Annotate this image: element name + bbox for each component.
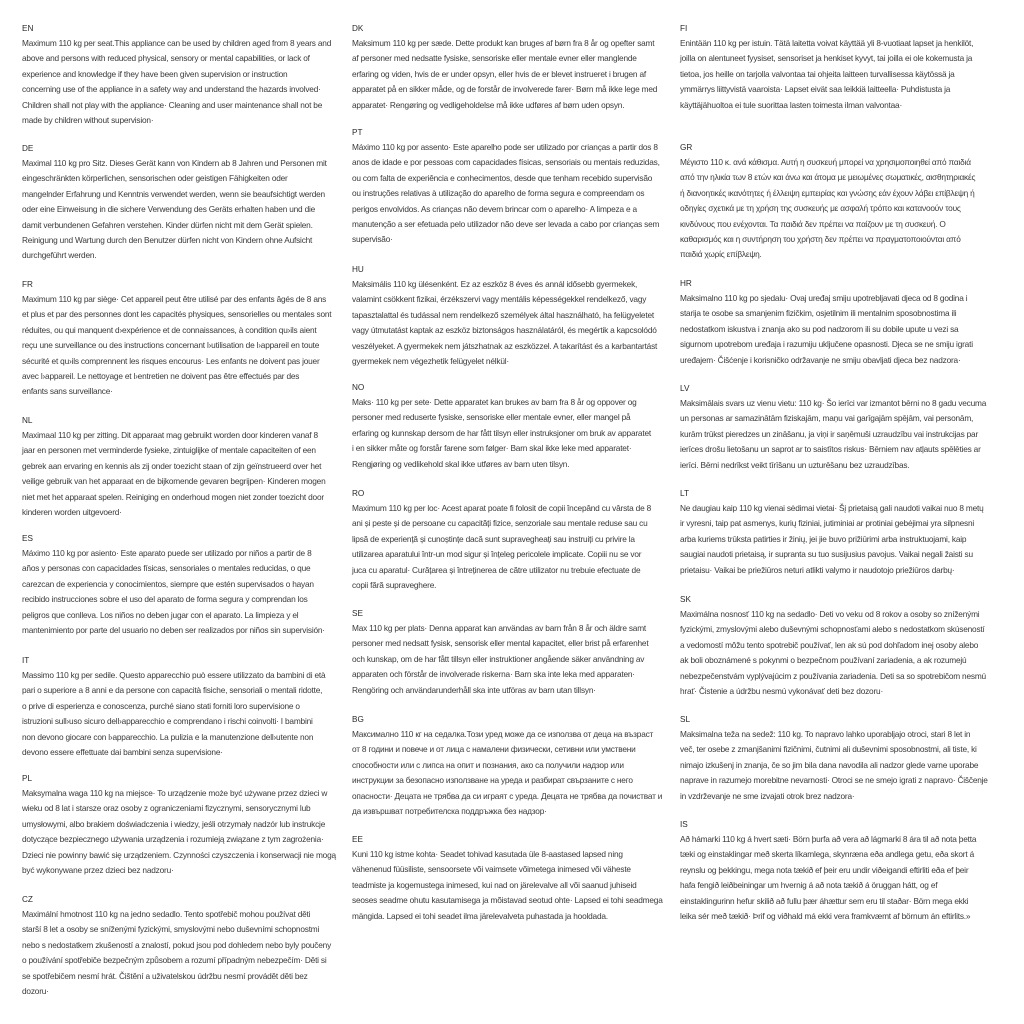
warning-text-line: af personer med nedsatte fysiske, sensoriske eller mentale evner eller manglende	[352, 53, 637, 64]
warning-text-line: erfaring og kunnskap dersom de har fått tilsyn eller instruksjoner om bruk av apparatet	[352, 427, 651, 438]
warning-text-line: durchgeführt werden.	[22, 250, 97, 261]
language-code: LV	[680, 384, 690, 393]
warning-text-line: a vedomostí môžu tento spotrebič používať, len ak sú pod dohľadom inej osoby alebo	[680, 639, 979, 650]
warning-text-line: made by children without supervision·	[22, 114, 154, 125]
warning-text-line: Maksimális 110 kg ülésenként. Ez az eszköz 8 éves és annál idősebb gyermekek,	[352, 279, 638, 289]
language-code: NO	[352, 383, 365, 392]
warning-text-line: sécurité et qu›ils comprennent les risques encourus· Les enfants ne doivent pas jouer	[22, 355, 320, 366]
warning-text-line: опасности· Децата не трябва да си играят с уреда. Децата не трябва да почистват и	[352, 790, 663, 801]
warning-text-line: niet met het apparaat spelen. Reiniging en onderhoud mogen niet zonder toezicht door	[22, 491, 324, 502]
warning-text-line: perigos envolvidos. As crianças não devem brincar com o aparelho· A limpeza e a	[352, 203, 637, 214]
language-section-fr	[22, 278, 348, 400]
language-section-se	[352, 607, 678, 698]
language-section-sk	[680, 593, 1006, 699]
warning-text-line: réduites, ou qui manquent d›expérience et de connaissances, à condition qu›ils aient	[22, 324, 317, 335]
warning-text-line: ani și peste și de persoane cu capacități fizice, senzoriale sau mentale reduse sau cu	[352, 518, 648, 529]
warning-text-line: dozoru·	[22, 985, 49, 996]
warning-text-line: Maksimālais svars uz vienu vietu: 110 kg· Šo ierīci var izmantot bērni no 8 gadu vecuma	[680, 398, 987, 408]
warning-text-line: ou com falta de experiência e conhecimentos, desde que tenham recebido supervisão	[352, 172, 653, 183]
warning-text-line: да извършват потребителска поддръжка без надзор·	[352, 805, 547, 816]
warning-text-line: Dzieci nie powinny bawić się urządzeniem. Czynności czyszczenia i konserwacji nie mogą	[22, 849, 336, 860]
warning-text-line: mantenimiento por parte del usuario no deben ser realizados por niños sin supervisión·	[22, 624, 325, 635]
language-code: ES	[22, 534, 33, 543]
warning-text-line: Children shall not play with the appliance· Cleaning and user maintenance shall not be	[22, 99, 323, 110]
language-code: DE	[22, 144, 34, 153]
language-section-pl	[22, 772, 348, 878]
warning-text-line: Maximaal 110 kg per zitting. Dit apparaat mag gebruikt worden door kinderen vanaf 8	[22, 430, 318, 440]
language-code: RO	[352, 489, 365, 498]
warning-text-line: tæki og einstaklingar með skerta líkamlega, skynræna eða andlega getu, eða skort á	[680, 849, 974, 860]
warning-text-line: Rengjøring og vedlikehold skal ikke utføres av barn uten tilsyn.	[352, 458, 570, 469]
language-code: SK	[680, 595, 691, 604]
warning-text-line: sigurnom upotrebom uređaja i razumiju uključene opasnosti. Djeca se ne smiju igrati	[680, 339, 973, 350]
language-code: PL	[22, 774, 33, 783]
warning-text-line: ierīces drošu lietošanu un saprot ar to saistītos riskus· Bērniem nav atļauts spēlēties ar	[680, 444, 981, 455]
warning-text-line: Að hámarki 110 kg á hvert sæti· Börn þurfa að vera að lágmarki 8 ára til að nota þetta	[680, 834, 977, 844]
warning-text-line: damit verbundenen Gefahren verstehen. Kinder dürfen nicht mit dem Gerät spielen.	[22, 219, 313, 230]
warning-text-line: hafa fengið leiðbeiningar um hvernig á að nota tækið á öruggan hátt, og ef	[680, 880, 938, 891]
warning-text-line: Ne daugiau kaip 110 kg vienai sėdimai vietai· Šį prietaisą gali naudoti vaikai nuo 8 metų	[680, 503, 984, 513]
warning-text-line: Reinigung und Wartung durch den Benutzer dürfen nicht von Kindern ohne Aufsicht	[22, 234, 313, 245]
language-section-hu	[352, 263, 678, 369]
language-code: HU	[352, 265, 364, 274]
language-section-cz	[22, 893, 348, 999]
language-section-en	[22, 22, 348, 128]
warning-text-line: Rengöring och användarunderhåll ska inte utföras av barn utan tillsyn·	[352, 684, 596, 695]
language-code: SL	[680, 715, 691, 724]
warning-text-line: ou instruções relativas à utilização do aparelho de forma segura e compreendam os	[352, 188, 645, 199]
warning-text-line: eingeschränkten körperlichen, sensorischen oder geistigen Fähigkeiten oder	[22, 173, 288, 184]
warning-text-line: i en sikker måte og forstår farene som følger· Barn skal ikke leke med apparatet·	[352, 443, 632, 454]
warning-text-line: mängida. Lapsed ei tohi seadet ilma järelevalveta puhastada ja hooldada.	[352, 910, 608, 921]
warning-text-line: personer med nedsatt fysisk, sensorisk eller mental kapacitet, eller brist på erfarenhet	[352, 638, 649, 649]
warning-text-line: un personas ar samazinātām fiziskajām, maņu vai garīgajām spējām, vai personām,	[680, 413, 974, 424]
warning-text-line: reçu une surveillance ou des instructions concernant l›utilisation de l›appareil en toute	[22, 340, 320, 351]
warning-text-line: Max 110 kg per plats· Denna apparat kan användas av barn från 8 år och äldre samt	[352, 623, 647, 633]
language-code: EE	[352, 835, 363, 844]
warning-text-line: Maximálna nosnosť 110 kg na sedadlo· Deti vo veku od 8 rokov a osoby so zníženými	[680, 609, 980, 619]
language-code: FR	[22, 280, 33, 289]
warning-text-line: Максимално 110 кг на седалка.Този уред може да се използва от деца на възраст	[352, 729, 654, 739]
warning-text-line: gyermekek nem végezhetik felügyelet nélkül·	[352, 355, 509, 366]
language-code: IS	[680, 820, 688, 829]
warning-text-line: Maks· 110 kg per sete· Dette apparatet kan brukes av barn fra 8 år og oppover og	[352, 397, 637, 407]
warning-text-line: veszélyeket. A gyermekek nem játszhatnak az eszközzel. A takarítást és a karbantartást	[352, 340, 658, 351]
warning-text-line: años y personas con capacidades físicas, sensoriales o mentales reducidas, o que	[22, 563, 311, 574]
warning-text-line: utilizarea aparatului într-un mod sigur și înțeleg pericolele implicate. Copiii nu se vor	[352, 549, 642, 560]
language-code: DK	[352, 24, 364, 33]
warning-text-line: Massimo 110 kg per sedile. Questo apparecchio può essere utilizzato da bambini di età	[22, 670, 326, 680]
warning-text-line: Maximal 110 kg pro Sitz. Dieses Gerät kann von Kindern ab 8 Jahren und Personen mit	[22, 158, 327, 168]
warning-text-line: Enintään 110 kg per istuin. Tätä laitetta voivat käyttää yli 8-vuotiaat lapset ja henkilöt,	[680, 38, 974, 48]
warning-text-line: experience and knowledge if they have been given supervision or instruction	[22, 68, 288, 79]
warning-text-line: mangelnder Erfahrung und Kenntnis verwendet werden, wenn sie beaufsichtigt werden	[22, 188, 325, 199]
warning-text-line: ή διανοητικές ικανότητες ή έλλειψη εμπειρίας και γνώσης εάν έχουν λάβει επίβλεψη ή	[680, 187, 975, 198]
warning-text-line: personer med reduserte fysiske, sensoriske eller mentale evner, eller mangel på	[352, 412, 631, 423]
warning-text-line: от 8 години и повече и от лица с намалени физически, сетивни или умствени	[352, 744, 636, 755]
warning-text-line: Maksimalno 110 kg po sjedalu· Ovaj uređaj smiju upotrebljavati djeca od 8 godina i	[680, 293, 968, 303]
warning-text-line: Kuni 110 kg istme kohta· Seadet tohivad kasutada üle 8-aastased lapsed ning	[352, 849, 623, 859]
warning-text-line: Maksymalna waga 110 kg na miejsce· To urządzenie może być używane przez dzieci w	[22, 788, 328, 798]
warning-text-line: από την ηλικία των 8 ετών και άνω και άτομα με μειωμένες σωματικές, αισθητηριακές	[680, 172, 976, 183]
warning-text-line: peligros que conlleva. Los niños no deben jugar con el aparato. La limpieza y el	[22, 609, 299, 620]
warning-text-line: starija te osobe sa smanjenim fizičkim, osjetilnim ili mentalnim sposobnostima ili	[680, 308, 957, 319]
language-code: PT	[352, 128, 363, 137]
language-section-lv	[680, 382, 1006, 473]
language-section-lt	[680, 487, 1006, 578]
language-section-is	[680, 818, 1006, 924]
warning-text-line: Maximální hmotnost 110 kg na jedno sedadlo. Tento spotřebič mohou používat děti	[22, 909, 311, 919]
warning-text-line: Μέγιστο 110 κ. ανά κάθισμα. Αυτή η συσκευή μπορεί να χρησιμοποιηθεί από παιδιά	[680, 157, 971, 167]
warning-text-line: saugiai naudoti prietaisą, ir supranta su tuo susijusius pavojus. Vaikai negali žaisti su	[680, 549, 973, 560]
warning-text-line: Máximo 110 kg por assento· Este aparelho pode ser utilizado por crianças a partir dos 8	[352, 142, 658, 152]
warning-text-line: jaar en personen met verminderde fysieke, zintuiglijke of mentale capaciteiten of een	[22, 445, 316, 456]
warning-text-line: apparatet på en sikker måde, og de forstår de involverede farer· Børn må ikke lege med	[352, 84, 658, 95]
warning-text-line: se spotřebičem nesmí hrát. Čištění a uživatelskou údržbu nesmí provádět děti bez	[22, 970, 308, 981]
language-code: LT	[680, 489, 689, 498]
warning-text-line: käyttäjähuoltoa ei tule suorittaa lasten toimesta ilman valvontaa·	[680, 99, 903, 110]
warning-text-line: οδηγίες σχετικά με τη χρήση της συσκευής με ασφαλή τρόπο και κατανοούν τους	[680, 203, 961, 214]
warning-text-line: teadmiste ja kogemustega inimesed, kui nad on järelevalve all või saanud juhiseid	[352, 879, 637, 890]
warning-text-line: apparatet· Rengøring og vedligeholdelse må ikke udføres af børn uden opsyn.	[352, 99, 625, 110]
warning-text-line: copii fără supraveghere.	[352, 579, 437, 590]
warning-text-line: καθαρισμός και η συντήρηση του χρήστη δεν πρέπει να πραγματοποιούνται από	[680, 233, 961, 244]
language-section-hr	[680, 277, 1006, 368]
warning-text-line: istruzioni sull›uso sicuro dell›apparecchio e comprendano i rischi coinvolti· I bambini	[22, 716, 313, 727]
warning-text-line: ir vyresni, taip pat asmenys, kurių fiziniai, jutiminiai ar protiniai gebėjimai yra silpnesni	[680, 518, 975, 529]
warning-text-line: o prive di esperienza e conoscenza, purché siano stati forniti loro supervisione o	[22, 700, 300, 711]
warning-text-line: lipsă de experiență și cunoștințe dacă sunt supravegheați sau instruiți cu privire la	[352, 533, 635, 544]
warning-text-line: nedostatkom iskustva i znanja ako su pod nadzorom ili su dobile upute u vezi sa	[680, 323, 959, 334]
warning-text-line: ierīci. Bērni nedrīkst veikt tīrīšanu un uzturēšanu bez uzraudzības.	[680, 459, 910, 470]
warning-text-line: above and persons with reduced physical, sensory or mental capabilities, or lack of	[22, 53, 310, 64]
warning-text-line: carezcan de experiencia y conocimientos, siempre que estén supervisados o hayan	[22, 578, 314, 589]
warning-text-line: prietaisu· Vaikai be priežiūros neturi atlikti valymo ir naudotojo priežiūros darbų·	[680, 564, 955, 575]
language-section-sl	[680, 713, 1006, 804]
warning-text-line: nebo s nedostatkem zkušeností a znalostí, pokud jsou pod dohledem nebo byly poučeny	[22, 939, 332, 950]
warning-text-line: tietoa, jos heille on tarjolla valvontaa tai ohjeita laitteen turvallisessa käytössä ja	[680, 68, 955, 79]
warning-text-line: devono essere effettuate dai bambini senza supervisione·	[22, 746, 223, 757]
warning-text-line: supervisão·	[352, 234, 393, 245]
warning-text-line: starší 8 let a osoby se sníženými fyzickými, smyslovými nebo duševními schopnostmi	[22, 924, 320, 935]
warning-text-line: инструкции за безопасно използване на уреда и разбират свързаните с него	[352, 775, 633, 786]
warning-text-line: anos de idade e por pessoas com capacidades físicas, sensoriais ou mentais reduzidas,	[352, 157, 660, 168]
language-code: EN	[22, 24, 34, 33]
warning-text-line: veilige gebruik van het apparaat en de bijkomende gevaren begrijpen· Kinderen mogen	[22, 476, 326, 487]
warning-text-line: einstaklingurinn hefur skilið að fullu þær áhættur sem eru til staðar· Börn mega ekki	[680, 895, 969, 906]
warning-text-line: enfants sans surveillance·	[22, 386, 113, 397]
warning-text-line: et plus et par des personnes dont les capacités physiques, sensorielles ou mentales sont	[22, 309, 332, 320]
warning-text-line: nebezpečenstvám vyplývajúcim z používania zariadenia. Deti sa so spotrebičom nesmú	[680, 670, 986, 681]
language-section-it	[22, 654, 348, 760]
warning-text-line: być wykonywane przez dzieci bez nadzoru·	[22, 864, 174, 875]
language-section-no	[352, 381, 678, 472]
language-section-nl	[22, 414, 348, 520]
warning-text-line: in vzdrževanje ne sme izvajati otrok brez nadzora·	[680, 790, 855, 801]
warning-text-line: nimajo izkušenj in znanja, če so jim bila dana navodila ali nadzor glede varne uporabe	[680, 759, 979, 770]
language-section-de	[22, 142, 348, 264]
warning-text-line: valamint csökkent fizikai, érzékszervi vagy mentális képességekkel rendelkező, vagy	[352, 294, 647, 305]
warning-text-line: ak boli oboznámené s pokynmi o bezpečnom používaní zariadenia, a ak rozumejú	[680, 655, 967, 666]
warning-text-line: fyzickými, zmyslovými alebo duševnými schopnosťami alebo s nedostatkom skúseností	[680, 624, 985, 635]
language-section-ee	[352, 833, 678, 924]
language-code: GR	[680, 143, 693, 152]
warning-text-line: Maximum 110 kg par siège· Cet appareil peut être utilisé par des enfants âgés de 8 ans	[22, 294, 327, 304]
warning-text-line: non devono giocare con l›apparecchio. La pulizia e la manutenzione dell›utente non	[22, 731, 314, 742]
language-code: NL	[22, 416, 33, 425]
language-section-dk	[352, 22, 678, 113]
warning-text-line: umysłowymi, albo brakiem doświadczenia i wiedzy, jeśli otrzymały nadzór lub instrukcje	[22, 818, 326, 829]
warning-text-line: Maksimum 110 kg per sæde. Dette produkt kan bruges af børn fra 8 år og opefter samt	[352, 38, 655, 48]
warning-text-line: recibido instrucciones sobre el uso del aparato de forma segura y comprendan los	[22, 594, 308, 605]
warning-text-line: naprave in razumejo morebitne nevarnosti· Otroci se ne smejo igrati z napravo· Čiščenje	[680, 775, 988, 786]
language-section-pt	[352, 126, 678, 248]
warning-text-line: seoses seadme ohutu kasutamisega ja mõistavad seotud ohte· Lapsed ei tohi seadmega	[352, 895, 663, 906]
warning-text-line: tapasztalattal és tudással nem rendelkező személyek által használható, ha felügyeletet	[352, 309, 654, 320]
warning-text-line: kurām trūkst pieredzes un zināšanu, ja viņi ir saņēmuši uzraudzību vai instrukcijas par	[680, 428, 979, 439]
warning-text-line: reynslu og þekkingu, mega nota tækið ef þeir eru undir viðeigandi eftirliti eða ef þeir	[680, 864, 969, 875]
language-section-fi	[680, 22, 1006, 113]
language-code: BG	[352, 715, 364, 724]
language-section-es	[22, 532, 348, 638]
warning-text-line: hrať· Čistenie a údržbu nesmú vykonávať deti bez dozoru·	[680, 685, 884, 696]
warning-text-line: manutenção a ser efetuada pelo utilizador não deve ser levada a cabo por crianças sem	[352, 218, 660, 229]
language-code: SE	[352, 609, 363, 618]
warning-text-line: vähenenud füüsiliste, sensoorsete või vaimsete võimetega inimesed või väheste	[352, 864, 631, 875]
warning-text-line: παιδιά χωρίς επίβλεψη.	[680, 249, 762, 260]
warning-text-line: leika sér með tækið· Þrif og viðhald má ekki vera framkvæmt af börnum án eftirlits.»	[680, 910, 971, 921]
language-code: HR	[680, 279, 692, 288]
warning-text-line: pari o superiore a 8 anni e da persone con capacità fisiche, sensoriali o mentali ridotte,	[22, 685, 323, 696]
warning-text-line: erfaring og viden, hvis de er under opsyn, eller hvis de er blevet instrueret i brugen af	[352, 68, 646, 79]
warning-text-line: juca cu aparatul· Curățarea și întreținerea de către utilizator nu trebuie efectuate de	[352, 564, 641, 575]
warning-text-line: gebrek aan ervaring en kennis als zij onder toezicht staan of zijn geïnstrueerd over het	[22, 460, 322, 471]
language-section-bg	[352, 713, 678, 819]
warning-text-line: Maksimalna teža na sedež: 110 kg. To napravo lahko uporabljajo otroci, stari 8 let in	[680, 729, 971, 739]
warning-text-line: kinderen worden uitgevoerd·	[22, 506, 122, 517]
warning-text-line: o používání spotřebiče bezpečným způsobem a rozumí případným nebezpečím· Děti si	[22, 955, 327, 966]
warning-text-line: κινδύνους που ενέχονται. Τα παιδιά δεν πρέπει να παίζουν με τη συσκευή. Ο	[680, 218, 946, 229]
language-code: FI	[680, 24, 688, 33]
warning-text-line: Máximo 110 kg por asiento· Este aparato puede ser utilizado por niños a partir de 8	[22, 548, 312, 558]
warning-text-line: Maximum 110 kg per seat.This appliance can be used by children aged from 8 years and	[22, 38, 332, 48]
warning-text-line: vagy útmutatást kaptak az eszköz biztonságos használatáról, és megértik a kapcsolódó	[352, 325, 657, 336]
warning-text-line: dotyczące bezpiecznego używania urządzenia i rozumieją związane z tym zagrożenia·	[22, 834, 324, 845]
warning-text-line: способности или с липса на опит и познания, ако са получили надзор или	[352, 759, 624, 770]
language-section-ro	[352, 487, 678, 593]
warning-text-line: oder eine Einweisung in die sichere Verwendung des Geräts erhalten haben und die	[22, 204, 316, 215]
warning-text-line: arba kuriems trūksta patirties ir žinių, jei jie buvo prižiūrimi arba instruktuojami, kaip	[680, 533, 967, 544]
warning-text-line: joilla on alentuneet fyysiset, sensoriset ja henkiset kyvyt, tai joilla ei ole kokemusta ja	[680, 53, 973, 64]
warning-text-line: avec l›appareil. Le nettoyage et l›entretien ne doivent pas être effectués par des	[22, 370, 300, 381]
warning-text-line: ymmärrys liittyvistä vaaroista· Lapset eivät saa leikkiä laitteella· Puhdistusta ja	[680, 84, 951, 95]
warning-text-line: apparaten och förstår de involverade riskerna· Barn ska inte leka med apparaten·	[352, 669, 635, 680]
warning-text-line: wieku od 8 lat i starsze oraz osoby z ograniczeniami fizycznymi, sensorycznymi lub	[22, 803, 311, 814]
language-code: IT	[22, 656, 30, 665]
warning-text-line: več, ter osebe z zmanjšanimi fizičnimi, čutnimi ali duševnimi sposobnostmi, ali tiste, ki	[680, 744, 977, 755]
warning-text-line: Maximum 110 kg per loc· Acest aparat poate fi folosit de copii începând cu vârsta de 8	[352, 503, 652, 513]
language-code: CZ	[22, 895, 33, 904]
warning-text-line: och kunskap, om de har fått tillsyn eller instruktioner angående säker användning av	[352, 653, 645, 664]
language-section-gr	[680, 141, 1006, 263]
warning-text-line: uređajem· Čišćenje i korisničko održavanje ne smiju obavljati djeca bez nadzora·	[680, 354, 961, 365]
warning-text-line: concerning use of the appliance in a safety way and understand the hazards involved·	[22, 84, 321, 95]
